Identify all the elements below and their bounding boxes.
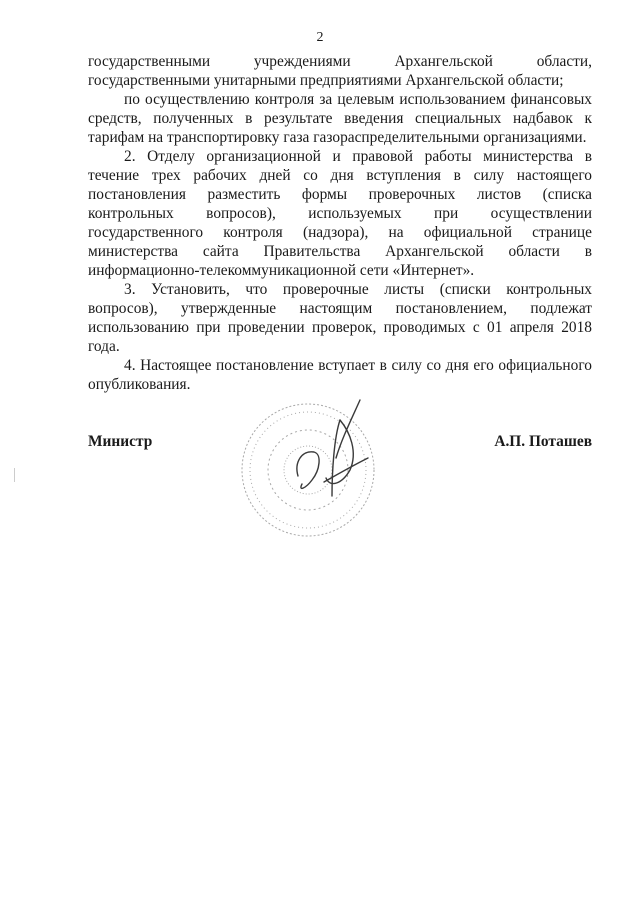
paragraph-control-clause: по осуществлению контроля за целевым использованием финансовых средств, полученных в результате введения специальных надбавок к тарифам на транспортировку газа газораспределительными организациями. <box>88 91 592 146</box>
signatory-name: А.П. Поташев <box>494 433 592 450</box>
paragraph-item-2: 2. Отделу организационной и правовой работы министерства в течение трех рабочих дней со дня вступления в силу настоящего постановления разместить формы проверочных листов (списка контрольных вопросов), используемых при осуществлении государственного контроля (надзора), на официальной странице министерства сайта Правительства Архангельской области в информационно-телекоммуникационной сети «Интернет». <box>88 148 592 279</box>
paragraph-continuation: государственными учреждениями Архангельской области, государственными унитарными предприятиями Архангельской области; <box>88 53 592 89</box>
page-number: 2 <box>316 30 324 45</box>
margin-mark <box>14 468 15 482</box>
paragraph-item-4: 4. Настоящее постановление вступает в силу со дня его официального опубликования. <box>88 357 592 393</box>
signature-block <box>88 433 592 457</box>
document-body <box>88 52 592 394</box>
signature-title: Министр <box>88 433 153 450</box>
official-seal-icon <box>228 392 388 542</box>
paragraph-item-3: 3. Установить, что проверочные листы (списки контрольных вопросов), утвержденные настоящим постановлением, подлежат использованию при проведении проверок, проводимых с 01 апреля 2018 года. <box>88 281 592 355</box>
